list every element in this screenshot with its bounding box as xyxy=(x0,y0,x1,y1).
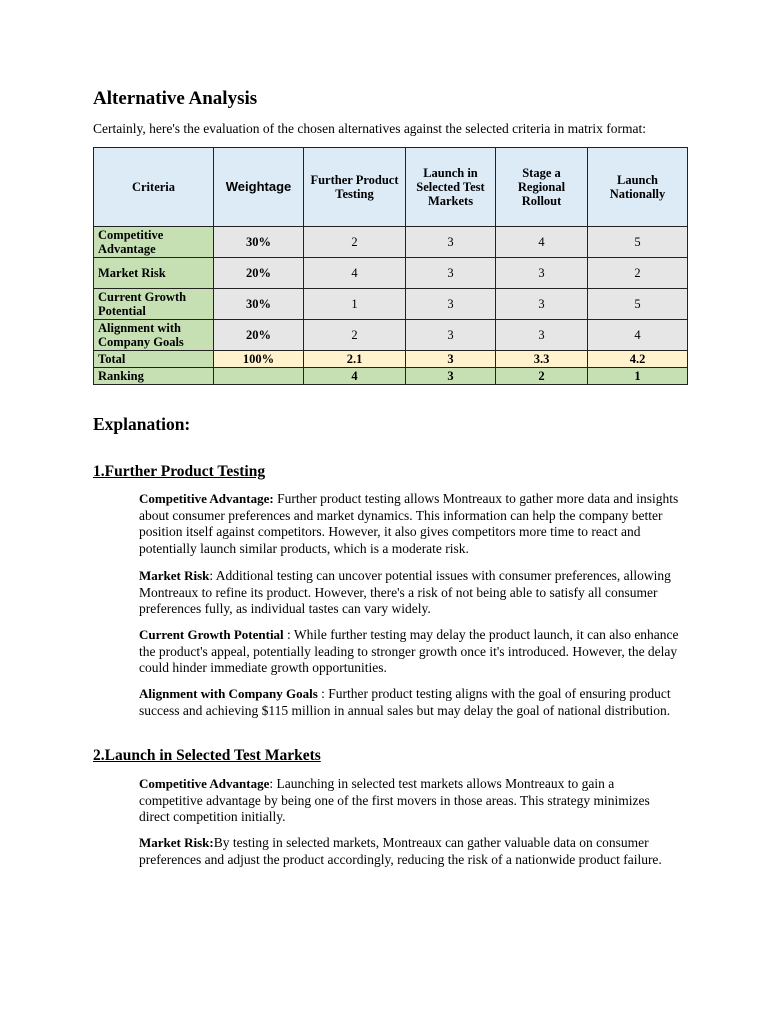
paragraph-text: Further product testing allows Montreaux to gather more data and insights about consumer preferences and market dynamics. This information can help the company better position itself against competitors. However, it also gives competitors more time to react and potentially launch similar products, which is a moderate risk. xyxy=(139,491,679,556)
criteria-cell: Market Risk xyxy=(94,258,214,289)
paragraph-label: Alignment with Company Goals xyxy=(139,686,318,701)
explanation-paragraph xyxy=(139,835,679,868)
header-cell: Criteria xyxy=(94,148,214,227)
ranking-cell: 3 xyxy=(406,368,496,385)
total-weight: 100% xyxy=(214,351,304,368)
explanation-paragraph xyxy=(139,568,679,618)
table-row xyxy=(94,227,688,258)
paragraph-label: Market Risk xyxy=(139,568,210,583)
weight-cell: 20% xyxy=(214,258,304,289)
paragraph-text: By testing in selected markets, Montreaux can gather valuable data on consumer preferences and adjust the product accordingly, reducing the risk of a nationwide product failure. xyxy=(139,835,662,867)
paragraph-text: : While further testing may delay the product launch, it can also enhance the product's appeal, potentially leading to stronger growth once it's introduced. However, the delay could hinder immediate growth opportunities. xyxy=(139,627,679,675)
table-row xyxy=(94,320,688,351)
total-cell: 2.1 xyxy=(304,351,406,368)
paragraph-text: : Additional testing can uncover potential issues with consumer preferences, allowing Montreaux to refine its product. However, there's a risk of not being able to satisfy all consumer preferences fully, as individual tastes can vary widely. xyxy=(139,568,671,616)
paragraph-text: : Launching in selected test markets allows Montreaux to gain a competitive advantage by being one of the first movers in those areas. This strategy minimizes direct competition initially. xyxy=(139,776,650,824)
weight-cell: 30% xyxy=(214,289,304,320)
header-cell: Launch in Selected Test Markets xyxy=(406,148,496,227)
score-cell: 4 xyxy=(496,227,588,258)
ranking-cell: 2 xyxy=(496,368,588,385)
section-heading: 1.Further Product Testing xyxy=(93,463,266,480)
score-cell: 2 xyxy=(588,258,688,289)
total-cell: 3 xyxy=(406,351,496,368)
ranking-cell: 4 xyxy=(304,368,406,385)
paragraph-label: Current Growth Potential xyxy=(139,627,284,642)
ranking-empty xyxy=(214,368,304,385)
explanation-paragraph xyxy=(139,776,679,826)
total-row xyxy=(94,351,688,368)
ranking-row xyxy=(94,368,688,385)
page-title: Alternative Analysis xyxy=(93,88,258,109)
total-cell: 3.3 xyxy=(496,351,588,368)
header-cell: Stage a Regional Rollout xyxy=(496,148,588,227)
score-cell: 3 xyxy=(496,320,588,351)
explanation-paragraph xyxy=(139,686,679,719)
explanation-paragraph xyxy=(139,627,679,677)
section-heading: 2.Launch in Selected Test Markets xyxy=(93,747,321,764)
score-cell: 1 xyxy=(304,289,406,320)
paragraph-label: Competitive Advantage xyxy=(139,776,270,791)
criteria-cell: Competitive Advantage xyxy=(94,227,214,258)
total-label: Total xyxy=(94,351,214,368)
total-cell: 4.2 xyxy=(588,351,688,368)
weight-cell: 20% xyxy=(214,320,304,351)
explanation-heading: Explanation: xyxy=(93,414,191,434)
score-cell: 3 xyxy=(496,289,588,320)
score-cell: 3 xyxy=(406,320,496,351)
ranking-label: Ranking xyxy=(94,368,214,385)
score-cell: 4 xyxy=(588,320,688,351)
evaluation-matrix xyxy=(93,147,688,385)
header-cell: Weightage xyxy=(214,148,304,227)
score-cell: 3 xyxy=(406,289,496,320)
table-row xyxy=(94,289,688,320)
weight-cell: 30% xyxy=(214,227,304,258)
explanation-paragraph xyxy=(139,491,679,557)
score-cell: 5 xyxy=(588,289,688,320)
score-cell: 3 xyxy=(406,258,496,289)
paragraph-text: : Further product testing aligns with the goal of ensuring product success and achieving $115 million in annual sales but may delay the goal of national distribution. xyxy=(139,686,671,718)
score-cell: 4 xyxy=(304,258,406,289)
table-row xyxy=(94,258,688,289)
paragraph-label: Market Risk: xyxy=(139,835,214,850)
score-cell: 3 xyxy=(406,227,496,258)
header-cell: Launch Nationally xyxy=(588,148,688,227)
header-cell: Further Product Testing xyxy=(304,148,406,227)
score-cell: 2 xyxy=(304,320,406,351)
table-header-row xyxy=(94,148,688,227)
score-cell: 5 xyxy=(588,227,688,258)
intro-text: Certainly, here's the evaluation of the chosen alternatives against the selected criteria in matrix format: xyxy=(93,121,646,136)
paragraph-label: Competitive Advantage: xyxy=(139,491,274,506)
ranking-cell: 1 xyxy=(588,368,688,385)
score-cell: 3 xyxy=(496,258,588,289)
criteria-cell: Alignment with Company Goals xyxy=(94,320,214,351)
score-cell: 2 xyxy=(304,227,406,258)
criteria-cell: Current Growth Potential xyxy=(94,289,214,320)
